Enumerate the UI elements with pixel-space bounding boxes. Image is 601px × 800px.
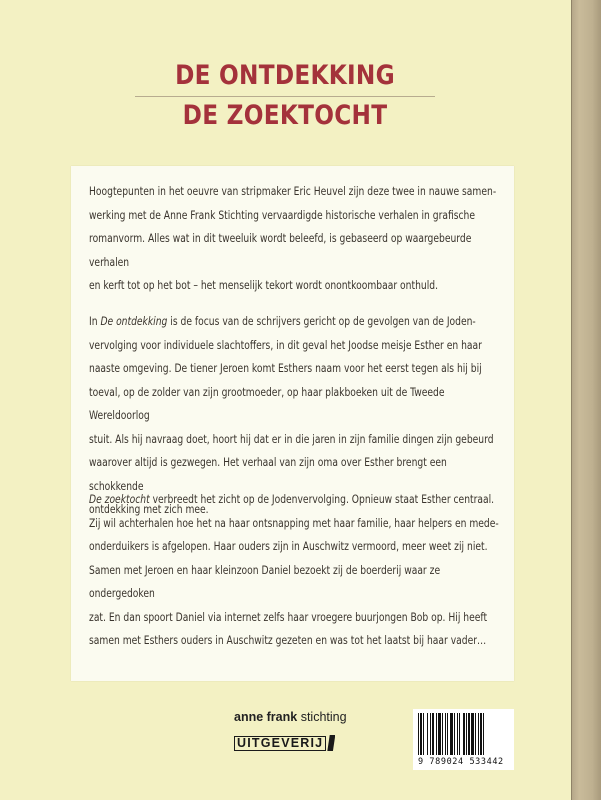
anne-frank-logo-bold: anne frank [234, 710, 298, 724]
isbn-number: 9 789024 533442 [418, 757, 504, 767]
blurb-paragraph-3 [89, 488, 499, 653]
title-line-2: DE ZOEKTOCHT [182, 100, 388, 131]
book-title-de-ontdekking: De ontdekking [100, 315, 168, 328]
barcode-bars-icon [418, 713, 509, 755]
blurb-paragraph-2-text: is de focus van de schrijvers gericht op de gevolgen van de Joden- vervolging voor individuele slachtoffers, in dit geval het Joodse meisje Esther en haar naaste omgeving. De tiener Jeroen komt Esthers naam voor het eerst tegen als hij bij toeval, op de zolder van zijn grootmoeder, op haar plakboeken uit de Tweede Wereldoorlog stuit. Als hij navraag doet, hoort hij dat er in die jaren in zijn familie dingen zijn gebeurd waarover altijd is gezwegen. Het verhaal van zijn oma over Esther brengt een schokkende ontdekking met zich mee. [89, 315, 494, 516]
book-title-de-zoektocht: De zoektocht [89, 493, 150, 506]
blurb-paragraph-3-text: verbreedt het zicht op de Jodenvervolging. Opnieuw staat Esther centraal. Zij wil achterhalen hoe het na haar ontsnapping met haar familie, haar helpers en mede- onderduikers is afgelopen. Haar ouders zijn in Auschwitz vermoord, meer weet zij niet. Samen met Jeroen en haar kleinzoon Daniel bezoekt zij de boerderij waar ze ondergedoken zat. En dan spoort Daniel via internet zelfs haar vroegere buurjongen Bob op. Hij heeft samen met Esthers ouders in Auschwitz gezeten en was tot het laatst bij haar vader… [89, 493, 499, 647]
publisher-slash-icon [327, 735, 335, 751]
blurb-paragraph-2-prefix: In [89, 315, 101, 328]
blurb-box [71, 166, 514, 681]
title-divider [135, 96, 435, 97]
book-spine [571, 0, 601, 800]
anne-frank-stichting-logo [234, 710, 347, 724]
anne-frank-logo-light: stichting [297, 710, 347, 724]
blurb-paragraph-1 [89, 180, 499, 298]
publisher-logo [234, 735, 335, 751]
barcode [413, 709, 514, 770]
blurb-paragraph-1-text: Hoogtepunten in het oeuvre van stripmaker Eric Heuvel zijn deze twee in nauwe samen- werking met de Anne Frank Stichting vervaardigde historische verhalen in grafische romanvorm. Alles wat in dit tweeluik wordt beleefd, is gebaseerd op waargebeurde verhalen en kerft tot op het bot – het menselijk tekort wordt onontkoombaar onthuld. [89, 185, 497, 292]
publisher-logo-text: UITGEVERIJ [234, 736, 326, 751]
title-line-1: DE ONTDEKKING [175, 60, 395, 91]
